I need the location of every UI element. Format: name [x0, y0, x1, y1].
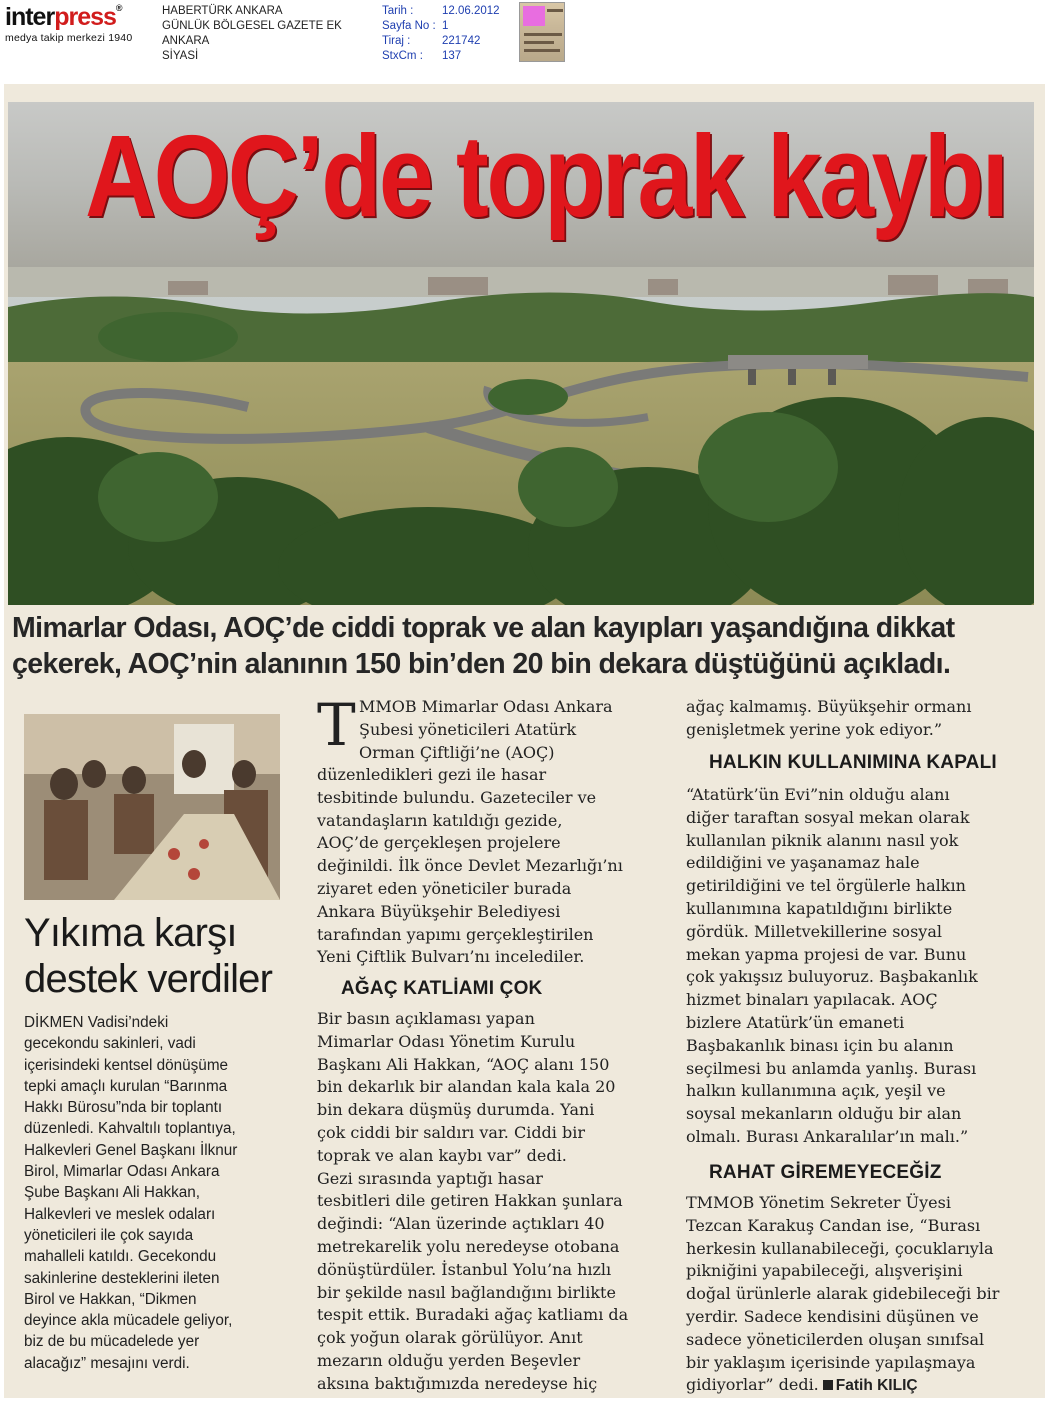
body-line: çok yakışsız buluyoruz. Başbakanlık: [686, 967, 978, 987]
body-line-with-byline: [686, 1374, 1031, 1398]
lead-line: Mimarlar Odası, AOÇ’de ciddi toprak ve alan kayıpları yaşandığına dikkat: [12, 612, 955, 644]
publication-name: HABERTÜRK ANKARA: [162, 5, 283, 17]
middle-intro: [359, 696, 669, 764]
side-body-line: Şube Başkanı Ali Hakkan,: [24, 1184, 201, 1202]
body-line: AOÇ’de gerçekleşen projelere: [317, 833, 561, 853]
side-body-line: Halkevleri ve meslek odaları: [24, 1205, 216, 1223]
body-line: değindi: “Alan üzerinde açtıkları 40: [317, 1214, 605, 1234]
body-line: tesbitinde bulundu. Gazeteciler ve: [317, 787, 597, 807]
side-body-line: Halkevleri Genel Başkanı İlknur: [24, 1141, 238, 1159]
body-line: düzenledikleri gezi ile hasar: [317, 765, 547, 784]
side-body-line: alacağız” mesajını verdi.: [24, 1354, 190, 1372]
side-body-line: tepki amaçlı kurulan “Barınma: [24, 1077, 228, 1095]
article-lead: [12, 610, 1034, 682]
logo-part-2: press: [54, 3, 116, 31]
side-title: [24, 910, 304, 1002]
meeting-photo: [24, 714, 280, 900]
body-line: Ankara Büyükşehir Belediyesi: [317, 901, 561, 921]
page-thumbnail[interactable]: [519, 2, 565, 62]
thumbnail-line: [524, 41, 554, 44]
side-body: [24, 1012, 292, 1374]
body-line: diğer taraftan sosyal mekan olarak: [686, 807, 970, 827]
thumbnail-line: [524, 33, 562, 36]
body-line: tarafından yapımı gerçekleştirilen: [317, 924, 594, 944]
interpress-logo: [5, 3, 150, 53]
body-line: mekan yapma projesi de var. Bunu: [686, 944, 967, 964]
newspaper-clipping: [4, 84, 1045, 1398]
right-paragraph-1: [686, 696, 1031, 742]
side-body-line: sakinlerine desteklerini ileten: [24, 1269, 220, 1287]
body-line: çok yoğun olarak görülüyor. Anıt: [317, 1328, 583, 1348]
side-title-line: destek verdiler: [24, 957, 273, 1001]
byline-square-icon: [823, 1380, 833, 1390]
body-line: kullanımına kapatıldığını birlikte: [686, 898, 953, 918]
body-line: bin dekara düşmüş durumda. Yani: [317, 1100, 595, 1120]
side-title-line: Yıkıma karşı: [24, 911, 237, 955]
body-line: çok ciddi bir saldırı var. Ciddi bir: [317, 1122, 586, 1142]
body-line: Bir basın açıklaması yapan: [317, 1009, 535, 1028]
body-line: yerdir. Sadece kendisini düşünen ve: [686, 1306, 979, 1326]
right-paragraph-3: [686, 1192, 1031, 1398]
side-body-line: gecekondu sakinleri, vadi: [24, 1035, 196, 1053]
registered-mark: ®: [115, 3, 122, 13]
body-line: hizmet binaları yapılacak. AOÇ: [686, 990, 938, 1010]
body-line: gidiyorlar” dedi.: [686, 1375, 819, 1395]
thumbnail-line: [524, 49, 560, 52]
right-paragraph-2: [686, 784, 1031, 1149]
body-line: tesbitleri dile getiren Hakkan şunlara: [317, 1191, 623, 1211]
lead-line: çekerek, AOÇ’nin alanının 150 bin’den 20 bin dekara düştüğünü açıkladı.: [12, 648, 951, 680]
body-line: mezarın olduğu yerden Beşevler: [317, 1350, 581, 1370]
side-body-line: Birol, Mimarlar Odası Ankara: [24, 1163, 220, 1181]
side-body-line: Hakkı Bürosu”nda bir toplantı: [24, 1099, 223, 1117]
body-line: pikniğini yapabileceği, alışverişini: [686, 1261, 963, 1281]
body-line: seçilmesi bu anlamda yanlış. Burası: [686, 1058, 977, 1078]
thumbnail-line: [547, 9, 563, 12]
meta-value: 137: [442, 50, 462, 62]
subhead-halkin-kullanimina: HALKIN KULLANIMINA KAPALI: [709, 752, 997, 773]
meta-circulation: [382, 34, 500, 49]
meta-page: [382, 19, 500, 34]
side-body-line: Birol ve Hakkan, “Dikmen: [24, 1290, 197, 1308]
side-body-line: yöneticileri ile çok sayıda: [24, 1226, 194, 1244]
side-body-line: düzenledi. Kahvaltılı toplantıya,: [24, 1120, 236, 1138]
meta-label: StxCm :: [382, 50, 423, 62]
middle-paragraph-2: [317, 1008, 667, 1396]
body-line: soysal mekanların olduğu bir alan: [686, 1104, 962, 1124]
body-line: Gezi sırasında yaptığı hasar: [317, 1168, 543, 1188]
subhead-rahat-giremeyecegiz: RAHAT GİREMEYECEĞİZ: [709, 1162, 942, 1183]
drop-cap: T: [317, 691, 356, 759]
body-line: “Atatürk’ün Evi”nin olduğu alanı: [686, 785, 950, 804]
body-line: getirildiğini ve tel örgülerle halkın: [686, 876, 966, 896]
meta-date: [382, 4, 500, 19]
publication-city: ANKARA: [162, 35, 210, 47]
body-line: edildiğini ve yaşanamaz hale: [686, 853, 920, 873]
body-line: bin dekarlık bir alandan kala kala 20: [317, 1077, 616, 1097]
body-line: Orman Çiftliği’ne (AOÇ): [359, 742, 555, 762]
body-line: sadece yöneticilerden oluşan sınıfsal: [686, 1329, 985, 1349]
headline-band: [8, 102, 1034, 267]
body-line: ziyaret eden yöneticiler burada: [317, 878, 572, 898]
meta-label: Tarih :: [382, 5, 414, 17]
main-photo: [8, 267, 1034, 605]
subhead-agac-katliami: AĞAÇ KATLİAMI ÇOK: [341, 978, 543, 999]
logo-wordmark: [5, 3, 150, 32]
body-line: olmalı. Burası Ankaralılar’ın malı.”: [686, 1126, 969, 1146]
clipping-meta: [382, 4, 500, 64]
body-line: Yeni Çiftlik Bulvarı’nı incelediler.: [317, 947, 585, 967]
clipping-header: [0, 0, 1050, 78]
meta-value: 221742: [442, 35, 481, 47]
body-line: ağaç kalmamış. Büyükşehir ormanı: [686, 697, 972, 716]
body-line: bir yaklaşım içerisinde yapılaşmaya: [686, 1352, 976, 1372]
body-line: TMMOB Yönetim Sekreter Üyesi: [686, 1193, 951, 1212]
side-photo: [24, 714, 280, 900]
publication-section: SİYASİ: [162, 50, 199, 62]
side-body-line: deyince akla mücadele geliyor,: [24, 1312, 233, 1330]
meta-stxcm: [382, 49, 500, 64]
side-body-line: mahalleli katıldı. Gecekondu: [24, 1248, 217, 1266]
logo-part-1: inter: [5, 3, 55, 31]
byline-author: Fatih KILIÇ: [835, 1377, 918, 1395]
body-line: doğal ürünlerle alarak gidebileceği bir: [686, 1284, 1000, 1304]
meta-label: Tiraj :: [382, 35, 411, 47]
body-line: vatandaşların katıldığı gezide,: [317, 810, 563, 830]
meta-value: 1: [442, 20, 449, 32]
body-line: kullanılan piknik alanını nasıl yok: [686, 830, 959, 850]
body-line: gördük. Milletvekillerine sosyal: [686, 921, 942, 941]
body-line: Başkanı Ali Hakkan, “AOÇ alanı 150: [317, 1054, 610, 1074]
body-line: metrekarelik yolu neredeyse otobana: [317, 1236, 620, 1256]
body-line: halkın kullanımına açık, yeşil ve: [686, 1081, 946, 1101]
body-line: Tezcan Karakuş Candan ise, “Burası: [686, 1215, 981, 1235]
body-line: dönüştürdüler. İstanbul Yolu’na hızlı: [317, 1259, 612, 1279]
byline: [819, 1377, 918, 1394]
body-line: bir şekilde nasıl bağlandığını birlikte: [317, 1282, 616, 1302]
body-line: MMOB Mimarlar Odası Ankara: [359, 697, 613, 716]
meta-label: Sayfa No :: [382, 20, 436, 32]
middle-paragraph-1: [317, 764, 667, 969]
body-line: herkesin kullanabileceği, çocuklarıyla: [686, 1238, 994, 1258]
body-line: Başbakanlık binası için bu alanın: [686, 1035, 954, 1055]
side-body-line: içerisindeki kentsel dönüşüme: [24, 1056, 229, 1074]
body-line: toprak ve alan kaybı var” dedi.: [317, 1145, 567, 1165]
article-headline: AOÇ’de toprak kaybı: [84, 111, 1007, 241]
body-line: Mimarlar Odası Yönetim Kurulu: [317, 1031, 576, 1051]
body-line: genişletmek yerine yok ediyor.”: [686, 719, 943, 739]
logo-tagline: medya takip merkezi 1940: [5, 32, 133, 44]
body-line: tespit ettik. Buradaki ağaç katliamı da: [317, 1305, 629, 1325]
landscape-photo: [8, 267, 1034, 605]
side-body-line: DİKMEN Vadisi’ndeki: [24, 1014, 169, 1031]
body-line: Şubesi yöneticileri Atatürk: [359, 719, 577, 739]
publication-type: GÜNLÜK BÖLGESEL GAZETE EK: [162, 20, 342, 32]
body-line: değinildi. İlk önce Devlet Mezarlığı’nı: [317, 856, 623, 876]
side-body-line: biz de bu mücadelede yer: [24, 1333, 200, 1351]
body-line: aksına baktığımızda neredeyse hiç: [317, 1373, 598, 1393]
body-line: bizlere Atatürk’ün emaneti: [686, 1012, 905, 1032]
meta-value: 12.06.2012: [442, 5, 500, 17]
thumbnail-highlight: [523, 6, 545, 26]
publication-info: [162, 4, 342, 64]
